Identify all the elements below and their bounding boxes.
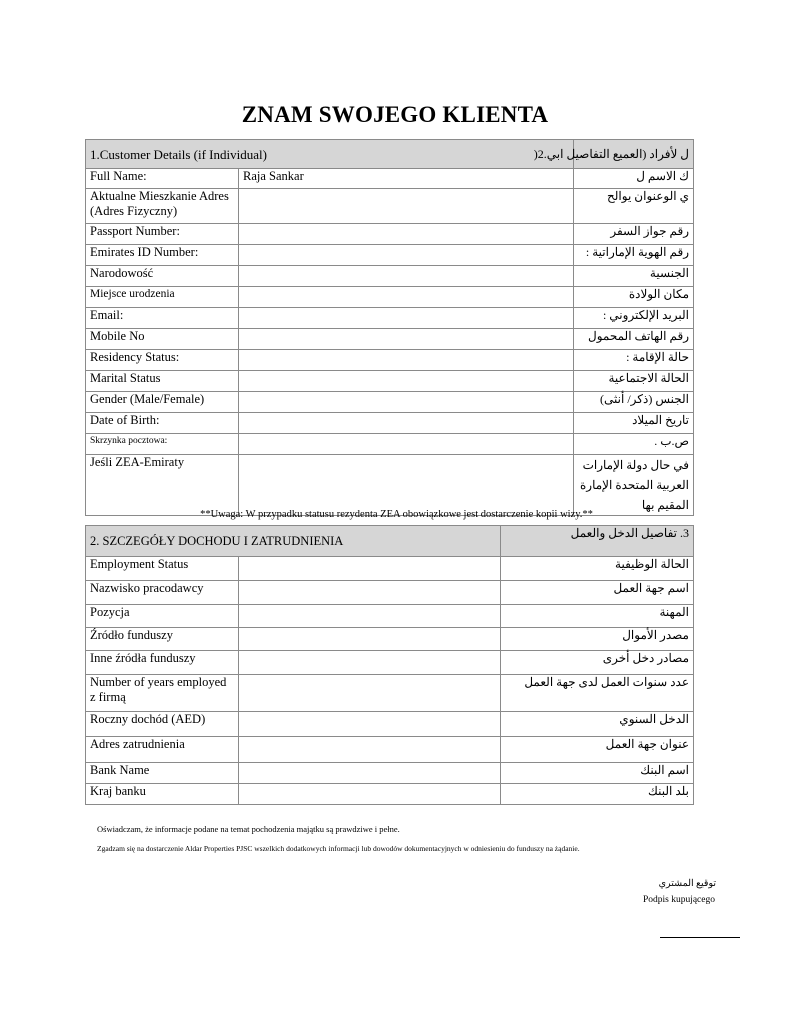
table-row bbox=[86, 737, 694, 763]
address-field[interactable] bbox=[239, 189, 574, 224]
field-label-ar: ي الوعنوان يوالح bbox=[574, 189, 694, 224]
field-label: Full Name: bbox=[86, 169, 239, 189]
field-label-ar: مصادر دخل أخرى bbox=[501, 651, 694, 675]
table-row bbox=[86, 413, 694, 434]
table-row bbox=[86, 434, 694, 455]
field-label-ar: رقم الهوية الإماراتية : bbox=[574, 245, 694, 266]
field-label: Adres zatrudnienia bbox=[86, 737, 239, 763]
table-row bbox=[86, 169, 694, 189]
customer-details-table bbox=[85, 139, 694, 516]
bank-country-field[interactable] bbox=[239, 784, 501, 805]
field-label-ar: في حال دولة الإمارات العربية المتحدة الإمارة المقيم بها bbox=[574, 455, 694, 516]
table-row bbox=[86, 266, 694, 287]
table-row bbox=[86, 371, 694, 392]
table-row bbox=[86, 581, 694, 605]
employment-address-field[interactable] bbox=[239, 737, 501, 763]
years-employed-field[interactable] bbox=[239, 675, 501, 712]
field-label-ar: مكان الولادة bbox=[574, 287, 694, 308]
table-row bbox=[86, 675, 694, 712]
field-label-ar: ص.ب . bbox=[574, 434, 694, 455]
field-label-ar: الدخل السنوي bbox=[501, 712, 694, 737]
field-label: Aktualne Mieszkanie Adres (Adres Fizyczny) bbox=[86, 189, 239, 224]
field-label-ar: مصدر الأموال bbox=[501, 628, 694, 651]
field-label: Mobile No bbox=[86, 329, 239, 350]
table-row bbox=[86, 189, 694, 224]
table-row bbox=[86, 287, 694, 308]
field-label: Gender (Male/Female) bbox=[86, 392, 239, 413]
field-label-ar: اسم جهة العمل bbox=[501, 581, 694, 605]
other-sources-field[interactable] bbox=[239, 651, 501, 675]
field-label: Jeśli ZEA-Emiraty bbox=[86, 455, 239, 516]
field-label-ar: تاريخ الميلاد bbox=[574, 413, 694, 434]
field-label: Bank Name bbox=[86, 763, 239, 784]
field-label: Date of Birth: bbox=[86, 413, 239, 434]
nationality-field[interactable] bbox=[239, 266, 574, 287]
field-label-ar: عدد سنوات العمل لدى جهة العمل bbox=[501, 675, 694, 712]
table-row bbox=[86, 712, 694, 737]
signature-label: Podpis kupującego bbox=[642, 895, 715, 905]
emirates-id-field[interactable] bbox=[239, 245, 574, 266]
field-label: Narodowość bbox=[86, 266, 239, 287]
field-label-ar: الجنس (ذكر/ أنثى) bbox=[574, 392, 694, 413]
annual-income-field[interactable] bbox=[239, 712, 501, 737]
field-label-ar: ك الاسم ل bbox=[574, 169, 694, 189]
residency-status-field[interactable] bbox=[239, 350, 574, 371]
table-row bbox=[86, 329, 694, 350]
signature-line[interactable] bbox=[660, 937, 740, 938]
section1-header-ar: ل لأفراد (العميع التفاصيل ابي.2( bbox=[574, 140, 694, 169]
field-label: Marital Status bbox=[86, 371, 239, 392]
field-label: Residency Status: bbox=[86, 350, 239, 371]
table-row bbox=[86, 392, 694, 413]
field-label: Number of years employed z firmą bbox=[86, 675, 239, 712]
field-label-ar: رقم الهاتف المحمول bbox=[574, 329, 694, 350]
field-label: Emirates ID Number: bbox=[86, 245, 239, 266]
table-row bbox=[86, 628, 694, 651]
table-row bbox=[86, 784, 694, 805]
place-of-birth-field[interactable] bbox=[239, 287, 574, 308]
field-label: Roczny dochód (AED) bbox=[86, 712, 239, 737]
visa-note: **Uwaga: W przypadku statusu rezydenta ZEA obowiązkowe jest dostarczenie kopii wizy.** bbox=[200, 509, 593, 520]
mobile-number-field[interactable] bbox=[239, 329, 574, 350]
field-label-ar: عنوان جهة العمل bbox=[501, 737, 694, 763]
income-employment-table bbox=[85, 525, 694, 805]
table-row bbox=[86, 245, 694, 266]
field-label: Pozycja bbox=[86, 605, 239, 628]
marital-status-field[interactable] bbox=[239, 371, 574, 392]
table-row bbox=[86, 224, 694, 245]
table-row bbox=[86, 350, 694, 371]
field-label-ar: حالة الإقامة : bbox=[574, 350, 694, 371]
table-row bbox=[86, 308, 694, 329]
field-label-ar: بلد البنك bbox=[501, 784, 694, 805]
source-of-funds-field[interactable] bbox=[239, 628, 501, 651]
signature-label-ar: توقيع المشتري bbox=[658, 879, 716, 889]
field-label: Skrzynka pocztowa: bbox=[86, 434, 239, 455]
field-label: Nazwisko pracodawcy bbox=[86, 581, 239, 605]
table-row bbox=[86, 455, 694, 516]
field-label: Miejsce urodzenia bbox=[86, 287, 239, 308]
table-row bbox=[86, 651, 694, 675]
consent-text: Zgadzam się na dostarczenie Aldar Properties PJSC wszelkich dodatkowych informacji lub dowodów dokumentacyjnych w odniesieniu do funduszy na żądanie. bbox=[97, 844, 580, 853]
employment-status-field[interactable] bbox=[239, 557, 501, 581]
field-label: Employment Status bbox=[86, 557, 239, 581]
bank-name-field[interactable] bbox=[239, 763, 501, 784]
field-label: Inne źródła funduszy bbox=[86, 651, 239, 675]
uae-emirate-field[interactable] bbox=[239, 455, 574, 516]
email-field[interactable] bbox=[239, 308, 574, 329]
field-label-ar: الحالة الاجتماعية bbox=[574, 371, 694, 392]
table-row bbox=[86, 605, 694, 628]
position-field[interactable] bbox=[239, 605, 501, 628]
gender-field[interactable] bbox=[239, 392, 574, 413]
full-name-field[interactable]: Raja Sankar bbox=[239, 169, 574, 189]
declaration-text: Oświadczam, że informacje podane na temat pochodzenia majątku są prawdziwe i pełne. bbox=[97, 824, 400, 834]
field-label-ar: اسم البنك bbox=[501, 763, 694, 784]
field-label: Email: bbox=[86, 308, 239, 329]
passport-number-field[interactable] bbox=[239, 224, 574, 245]
table-row bbox=[86, 557, 694, 581]
field-label-ar: البريد الإلكتروني : bbox=[574, 308, 694, 329]
field-label: Passport Number: bbox=[86, 224, 239, 245]
field-label-ar: الحالة الوظيفية bbox=[501, 557, 694, 581]
field-label: Kraj banku bbox=[86, 784, 239, 805]
page-title: ZNAM SWOJEGO KLIENTA bbox=[241, 102, 549, 127]
table-row bbox=[86, 763, 694, 784]
field-label-ar: رقم جواز السفر bbox=[574, 224, 694, 245]
section1-header: 1.Customer Details (if Individual) bbox=[86, 140, 574, 169]
section2-header-ar: 3. تفاصيل الدخل والعمل bbox=[501, 526, 694, 557]
section2-header: 2. SZCZEGÓŁY DOCHODU I ZATRUDNIENIA bbox=[86, 526, 501, 557]
date-of-birth-field[interactable] bbox=[239, 413, 574, 434]
po-box-field[interactable] bbox=[239, 434, 574, 455]
field-label: Źródło funduszy bbox=[86, 628, 239, 651]
employer-name-field[interactable] bbox=[239, 581, 501, 605]
field-label-ar: الجنسية bbox=[574, 266, 694, 287]
field-label-ar: المهنة bbox=[501, 605, 694, 628]
